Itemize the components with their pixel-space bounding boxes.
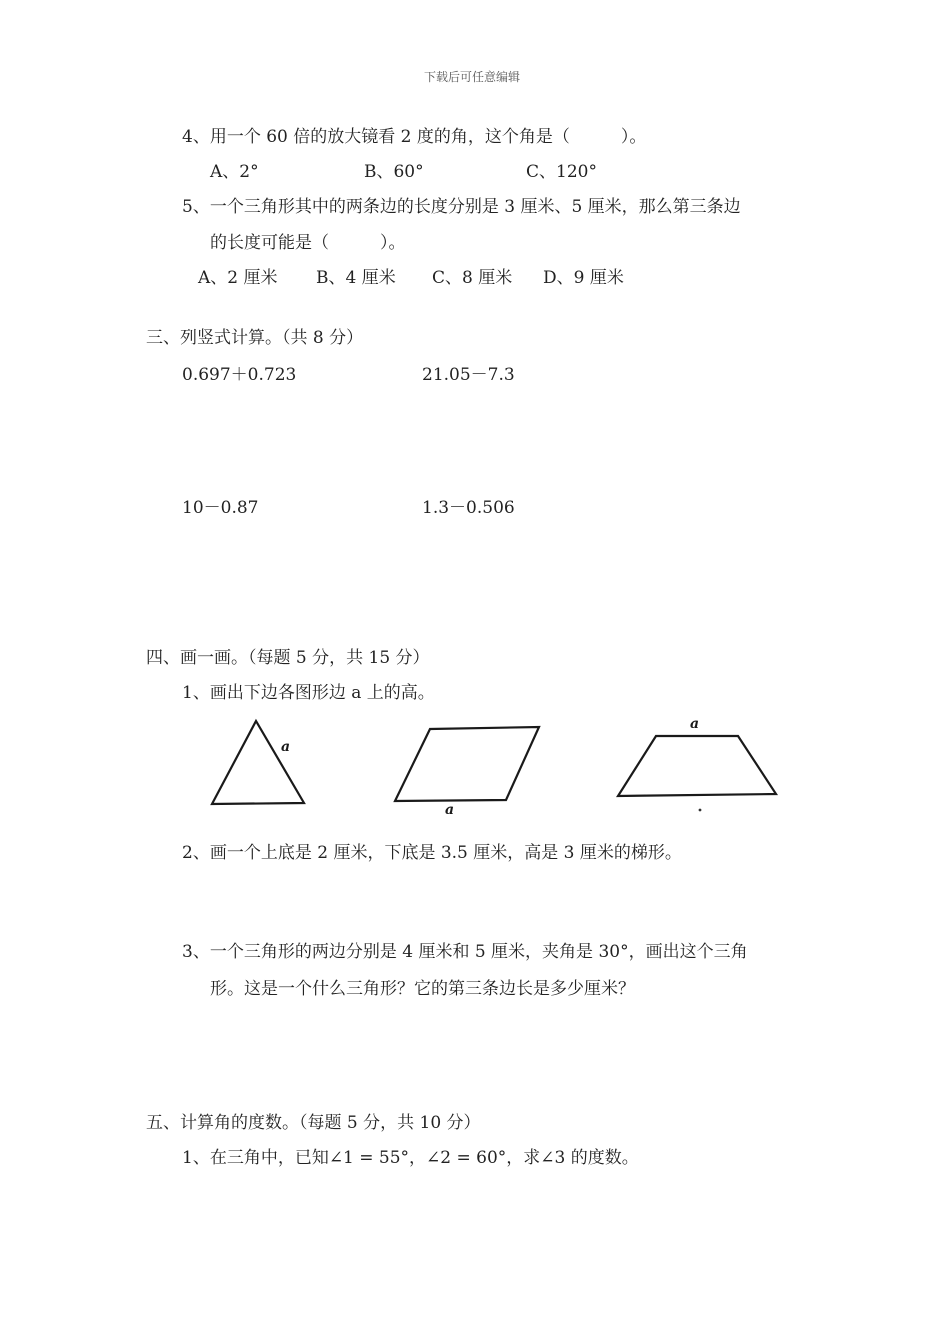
triangle-side-label: a	[281, 739, 291, 755]
draw-question-3-text-line2: 形。这是一个什么三角形？它的第三条边长是多少厘米？	[210, 979, 635, 999]
parallelogram-side-label: a	[445, 802, 455, 818]
draw-question-2-text: 2、画一个上底是 2 厘米，下底是 3.5 厘米，高是 3 厘米的梯形。	[182, 843, 682, 863]
parallelogram-shape	[395, 727, 539, 801]
question-4-option-c: C、120°	[526, 162, 597, 182]
question-4-text: 4、用一个 60 倍的放大镜看 2 度的角，这个角是（ ）。	[182, 127, 647, 147]
calc-problem-4: 1.3－0.506	[422, 498, 515, 518]
question-5-option-a: A、2 厘米	[198, 268, 278, 288]
draw-question-1-text: 1、画出下边各图形边 a 上的高。	[182, 683, 435, 703]
triangle-shape	[212, 721, 304, 804]
draw-question-3-text-line1: 3、一个三角形的两边分别是 4 厘米和 5 厘米，夹角是 30°，画出这个三角	[182, 942, 748, 962]
section-3-title: 三、列竖式计算。（共 8 分）	[146, 328, 364, 348]
section-5-title: 五、计算角的度数。（每题 5 分，共 10 分）	[146, 1113, 481, 1133]
angle-question-1-text: 1、在三角中，已知∠1 = 55°，∠2 = 60°，求∠3 的度数。	[182, 1148, 639, 1168]
calc-problem-2: 21.05－7.3	[422, 365, 515, 385]
question-4-option-b: B、60°	[364, 162, 424, 182]
calc-problem-1: 0.697＋0.723	[182, 365, 297, 385]
trapezoid-shape	[618, 736, 776, 796]
stray-dot	[699, 809, 702, 812]
question-5-text-line1: 5、一个三角形其中的两条边的长度分别是 3 厘米、5 厘米，那么第三条边	[182, 197, 741, 217]
trapezoid-side-label: a	[690, 716, 700, 732]
calc-problem-3: 10－0.87	[182, 498, 259, 518]
section-4-title: 四、画一画。（每题 5 分，共 15 分）	[146, 648, 430, 668]
question-5-text-line2: 的长度可能是（ ）。	[210, 233, 406, 253]
question-5-option-d: D、9 厘米	[543, 268, 624, 288]
question-5-option-c: C、8 厘米	[432, 268, 513, 288]
question-5-option-b: B、4 厘米	[316, 268, 396, 288]
question-4-option-a: A、2°	[210, 162, 259, 182]
page-header-note: 下载后可任意编辑	[424, 70, 521, 84]
